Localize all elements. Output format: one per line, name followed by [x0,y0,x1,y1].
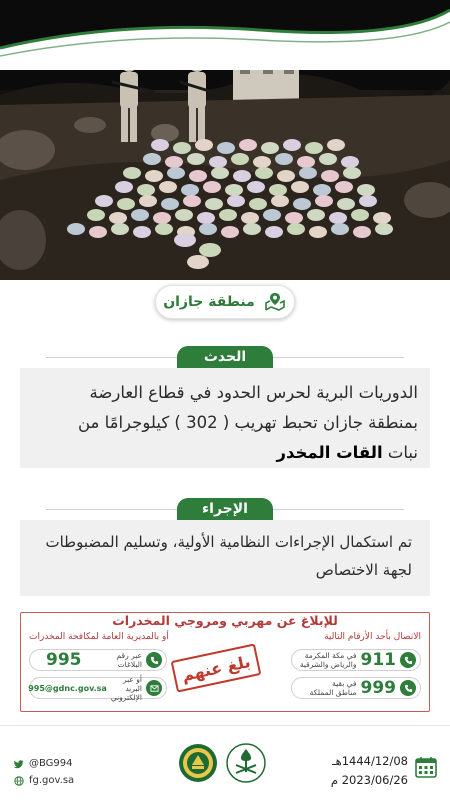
seized-bundle [187,153,205,165]
seized-bundle [221,226,239,238]
seized-bundle [305,142,323,154]
seized-bundle [293,198,311,210]
procedure-box [20,520,430,596]
contact-text: في مكة المكرمة والرياض والشرقية [299,651,357,669]
seized-bundle [329,212,347,224]
seized-bundle [67,223,85,235]
report-stamp: بلغ عنهم [171,643,262,692]
contact-email-address[interactable]: 995@gdnc.gov.sa [28,683,107,693]
contact-number: 999 [360,678,396,698]
seized-bundle [247,181,265,193]
seized-bundle [263,209,281,221]
seized-bundle [87,209,105,221]
seized-bundle [269,184,287,196]
seized-bundle [211,167,229,179]
seized-bundle [95,195,113,207]
website-link[interactable] [14,772,74,789]
event-line-1: الدوريات البرية لحرس الحدود في قطاع العارضة [89,383,418,402]
seized-bundle [227,195,245,207]
report-subtitle-left: أو بالمديرية العامة لمكافحة المخدرات [29,632,169,642]
seized-bundle [307,209,325,221]
seized-bundle [187,255,209,269]
seized-bundle [225,184,243,196]
seized-bundle [341,156,359,168]
seized-bundle [161,198,179,210]
seized-bundle [297,156,315,168]
seized-bundle [283,139,301,151]
seized-bundle [231,153,249,165]
seized-bundle [123,167,141,179]
seized-bundle [153,212,171,224]
seized-bundle [199,223,217,235]
seized-bundle [291,181,309,193]
seized-bundle [89,226,107,238]
seized-bundle [189,170,207,182]
seized-bundle [271,195,289,207]
seized-bundle [183,195,201,207]
twitter-link[interactable] [14,755,74,772]
seized-bundle [115,181,133,193]
seized-bundle [174,233,196,247]
seized-bundle [205,198,223,210]
seized-bundle [319,153,337,165]
seized-bundle [327,139,345,151]
seized-bundle [357,184,375,196]
seized-bundle [265,226,283,238]
seized-bundle [139,195,157,207]
seized-bundle [253,156,271,168]
twitter-handle: @BG994 [29,758,73,769]
seized-bundle [109,212,127,224]
header-photo [0,0,450,280]
seized-bundle [145,170,163,182]
seized-bundle [173,142,191,154]
report-title: للإبلاغ عن مهربي ومروجي المخدرات [112,613,338,628]
seized-bundle [261,142,279,154]
phone-icon [400,652,416,668]
seized-bundle [233,170,251,182]
procedure-line-2: لجهة الاختصاص [315,561,412,579]
seized-bundle [255,167,273,179]
phone-icon [146,652,162,668]
seized-bundle [209,156,227,168]
ministry-emblem-logo [226,743,266,783]
event-line-3-prefix: نبات [382,443,418,462]
seized-bundle [351,209,369,221]
seized-bundle [309,226,327,238]
seized-bundle [285,212,303,224]
seized-bundle [137,184,155,196]
footer-divider [0,725,450,726]
contact-text: عبر رقم البلاغات [116,651,142,669]
website-url: fg.gov.sa [29,775,75,786]
seized-bundle [337,198,355,210]
seized-bundle [165,156,183,168]
decorative-wave [0,0,450,70]
seized-bundle [299,167,317,179]
event-heading: الحدث [177,346,273,368]
seized-bundle [275,153,293,165]
contact-911[interactable] [291,649,421,671]
seized-bundle [331,223,349,235]
procedure-heading: الإجراء [177,498,273,520]
seized-bundle [131,209,149,221]
seized-bundle [219,209,237,221]
report-subtitle-right: الاتصال بأحد الأرقام التالية [324,632,421,642]
seized-bundle [167,167,185,179]
seized-bundle [359,195,377,207]
phone-icon [400,680,416,696]
globe-icon [14,776,24,786]
location-map-icon [263,290,287,314]
event-line-3 [32,438,418,468]
event-line-2: بمنطقة جازان تحبط تهريب ( 302 ) كيلوجرامًا من [77,413,418,432]
gregorian-date: 2023/06/26 م [330,773,408,787]
seized-bundle [249,198,267,210]
seized-bundle [175,209,193,221]
seized-bundle [217,142,235,154]
seized-bundle [151,139,169,151]
seized-bundle [277,170,295,182]
seized-bundle [111,223,129,235]
email-icon [146,680,162,696]
procedure-line-1: تم استكمال الإجراءات النظامية الأولية، وتسليم المضبوطات [45,533,412,551]
seized-bundle [373,212,391,224]
contact-999[interactable] [291,677,421,699]
border-guard-logo [178,743,218,783]
contact-text: في بقية مناطق المملكة [309,679,357,697]
logos [178,743,266,783]
event-highlight: القات المخدر [276,443,383,462]
social-links [14,755,74,789]
contact-995[interactable] [29,649,167,671]
seized-bundle [315,195,333,207]
seized-bundle [199,243,221,257]
seized-bundle [287,223,305,235]
seized-bundle [181,184,199,196]
seized-bundle [195,139,213,151]
seized-bundle [155,223,173,235]
dates [331,752,408,790]
event-box [20,368,430,468]
seized-bundle [321,170,339,182]
calendar-icon [414,755,438,779]
twitter-icon [14,759,24,769]
seized-bundle [353,226,371,238]
contact-text: أو عبر البريد الإلكتروني [110,674,142,702]
seized-bundle [239,139,257,151]
contact-email[interactable] [28,674,167,702]
seized-bundle [343,167,361,179]
seized-bundle [117,198,135,210]
seized-bundle [241,212,259,224]
seized-bundle [159,181,177,193]
seized-bundle [197,212,215,224]
contact-number: 995 [46,650,82,670]
seized-bundle [143,153,161,165]
seized-bundle [133,226,151,238]
hijri-date: 1444/12/08هـ [332,754,408,768]
region-badge [155,285,295,319]
seized-bundle [203,181,221,193]
seized-bundle [375,223,393,235]
seized-bundle [313,184,331,196]
seized-bundle [335,181,353,193]
region-label: منطقة جازان [163,294,255,310]
seized-bundle [243,223,261,235]
contact-number: 911 [360,650,396,670]
